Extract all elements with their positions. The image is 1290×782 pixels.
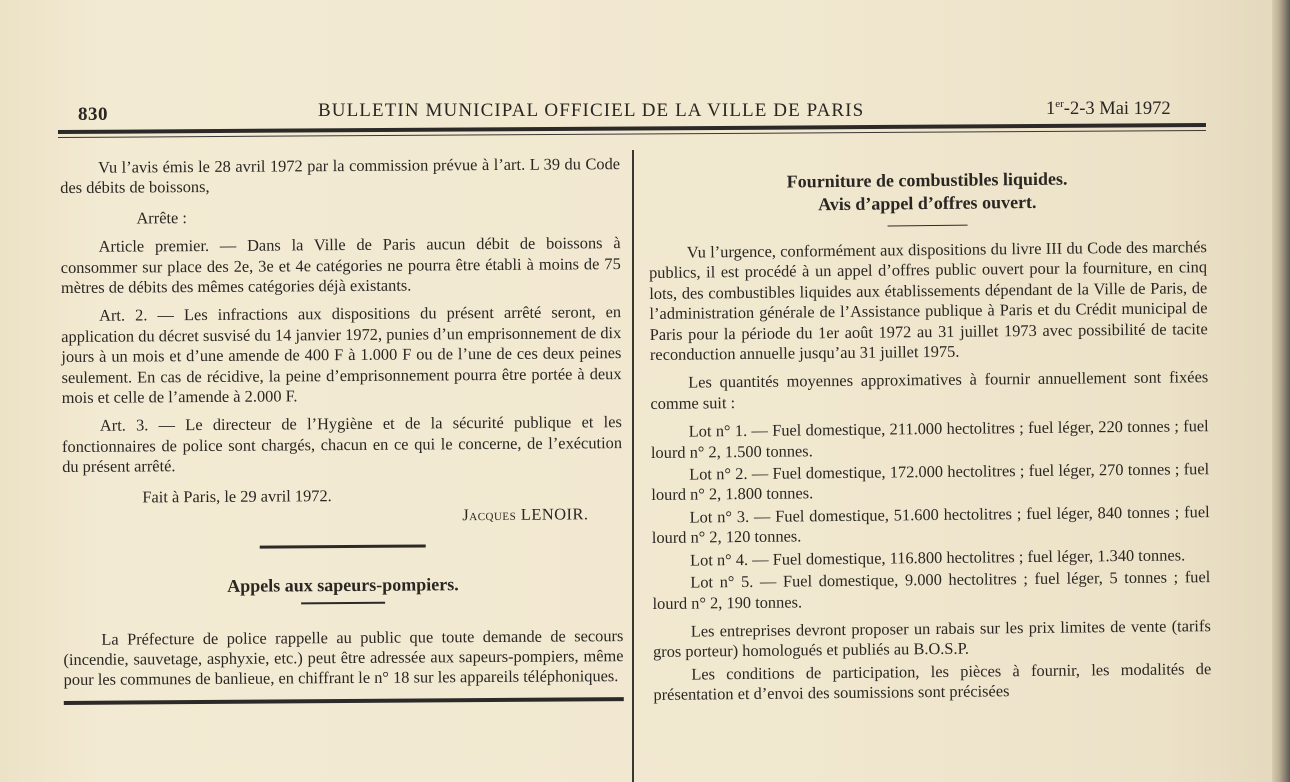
conditions-paragraph: Les conditions de participation, les pièces à fournir, les modalités de présentation et d’envoi des soumissions sont précisées — [653, 658, 1212, 705]
lot-3: Lot n° 3. — Fuel domestique, 51.600 hectolitres ; fuel léger, 840 tonnes ; fuel lourd n° 2, 120 tonnes. — [651, 502, 1210, 548]
urgence-paragraph: Vu l’urgence, conformément aux dispositions du livre III du Code des marchés publics, il est procédé à un appel d’offres public ouvert pour la fourniture, en cinq lots, des combustibles liquides aux établissements dépendant de la Ville de Paris, de l’administration générale de l’Assistance publique à Paris et du Crédit municipal de Paris pour la période du 1er août 1972 au 31 juillet 1973 avec possibilité de tacite reconduction annuelle jusqu’au 31 juillet 1975. — [648, 237, 1208, 365]
column-separator — [632, 150, 634, 782]
lots-list — [651, 416, 1211, 613]
arrete-label: Arrête : — [136, 207, 187, 228]
combustibles-heading-line1: Fourniture de combustibles liquides. — [786, 168, 1068, 192]
article-3: Art. 3. — Le directeur de l’Hygiène et de la sécurité publique et les fonctionnaires de police sont chargés, chacun en ce qui le concerne, de l’exécution du présent arrêté. — [61, 412, 623, 477]
left-column — [60, 154, 624, 705]
right-column — [648, 166, 1212, 713]
pompiers-heading: Appels aux sapeurs-pompiers. — [227, 573, 459, 596]
heading-underline-right — [888, 225, 968, 227]
issue-date-sup: er — [1055, 98, 1064, 110]
rabais-paragraph: Les entreprises devront proposer un rabais sur les prix limites de vente (tarifs gros porteur) homologués et publiés au B.O.S.P. — [652, 616, 1211, 662]
combustibles-heading-line2: Avis d’appel d’offres ouvert. — [818, 191, 1037, 215]
article-1: Article premier. — Dans la Ville de Paris aucun débit de boissons à consommer sur place des 2e, 3e et 4e catégories ne pourra être établi à moins de 75 mètres de débits des mêmes catégories déjà existants. — [60, 233, 621, 298]
heading-underline — [301, 601, 385, 604]
issue-date — [1046, 98, 1171, 120]
bottom-rule — [64, 697, 624, 705]
section-divider — [260, 544, 426, 548]
article-2: Art. 2. — Les infractions aux dispositions du présent arrêté seront, en application du décret susvisé du 14 janvier 1972, punies d’un emprisonnement de dix jours à un mois et d’une amende de 400 F à 1.000 F ou de l’une de ces deux peines seulement. En cas de récidive, la peine d’emprisonnement pourra être portée à deux mois et celle de l’amende à 2.000 F. — [61, 302, 622, 408]
bulletin-title: BULLETIN MUNICIPAL OFFICIEL DE LA VILLE DE PARIS — [318, 100, 865, 121]
page-number: 830 — [78, 104, 108, 125]
fait-a-paris: Fait à Paris, le 29 avril 1972. — [142, 485, 332, 507]
lot-4: Lot n° 4. — Fuel domestique, 116.800 hectolitres ; fuel léger, 1.340 tonnes. — [689, 545, 1186, 570]
pompiers-paragraph: La Préfecture de police rappelle au public que toute demande de secours (incendie, sauvetage, asphyxie, etc.) peut être adressée aux sapeurs-pompiers, même pour les communes de banlieue, en chiffrant le n° 18 sur les appareils téléphoniques. — [63, 625, 624, 690]
left-intro: Vu l’avis émis le 28 avril 1972 par la commission prévue à l’art. L 39 du Code des débits de boissons, — [60, 154, 621, 198]
page-edge-shadow — [1272, 0, 1290, 782]
lot-5: Lot n° 5. — Fuel domestique, 9.000 hectolitres ; fuel léger, 5 tonnes ; fuel lourd n° 2, 190 tonnes. — [652, 567, 1211, 613]
quantites-paragraph: Les quantités moyennes approximatives à fournir annuellement sont fixées comme suit : — [650, 367, 1209, 413]
signature: Jacques LENOIR. — [462, 504, 589, 525]
lot-1: Lot n° 1. — Fuel domestique, 211.000 hectolitres ; fuel léger, 220 tonnes ; fuel lourd n° 2, 1.500 tonnes. — [650, 416, 1209, 462]
lot-2: Lot n° 2. — Fuel domestique, 172.000 hectolitres ; fuel léger, 270 tonnes ; fuel lourd n° 2, 1.800 tonnes. — [651, 459, 1210, 505]
issue-date-rest: -2-3 Mai 1972 — [1063, 99, 1171, 120]
issue-date-day: 1 — [1046, 99, 1056, 120]
